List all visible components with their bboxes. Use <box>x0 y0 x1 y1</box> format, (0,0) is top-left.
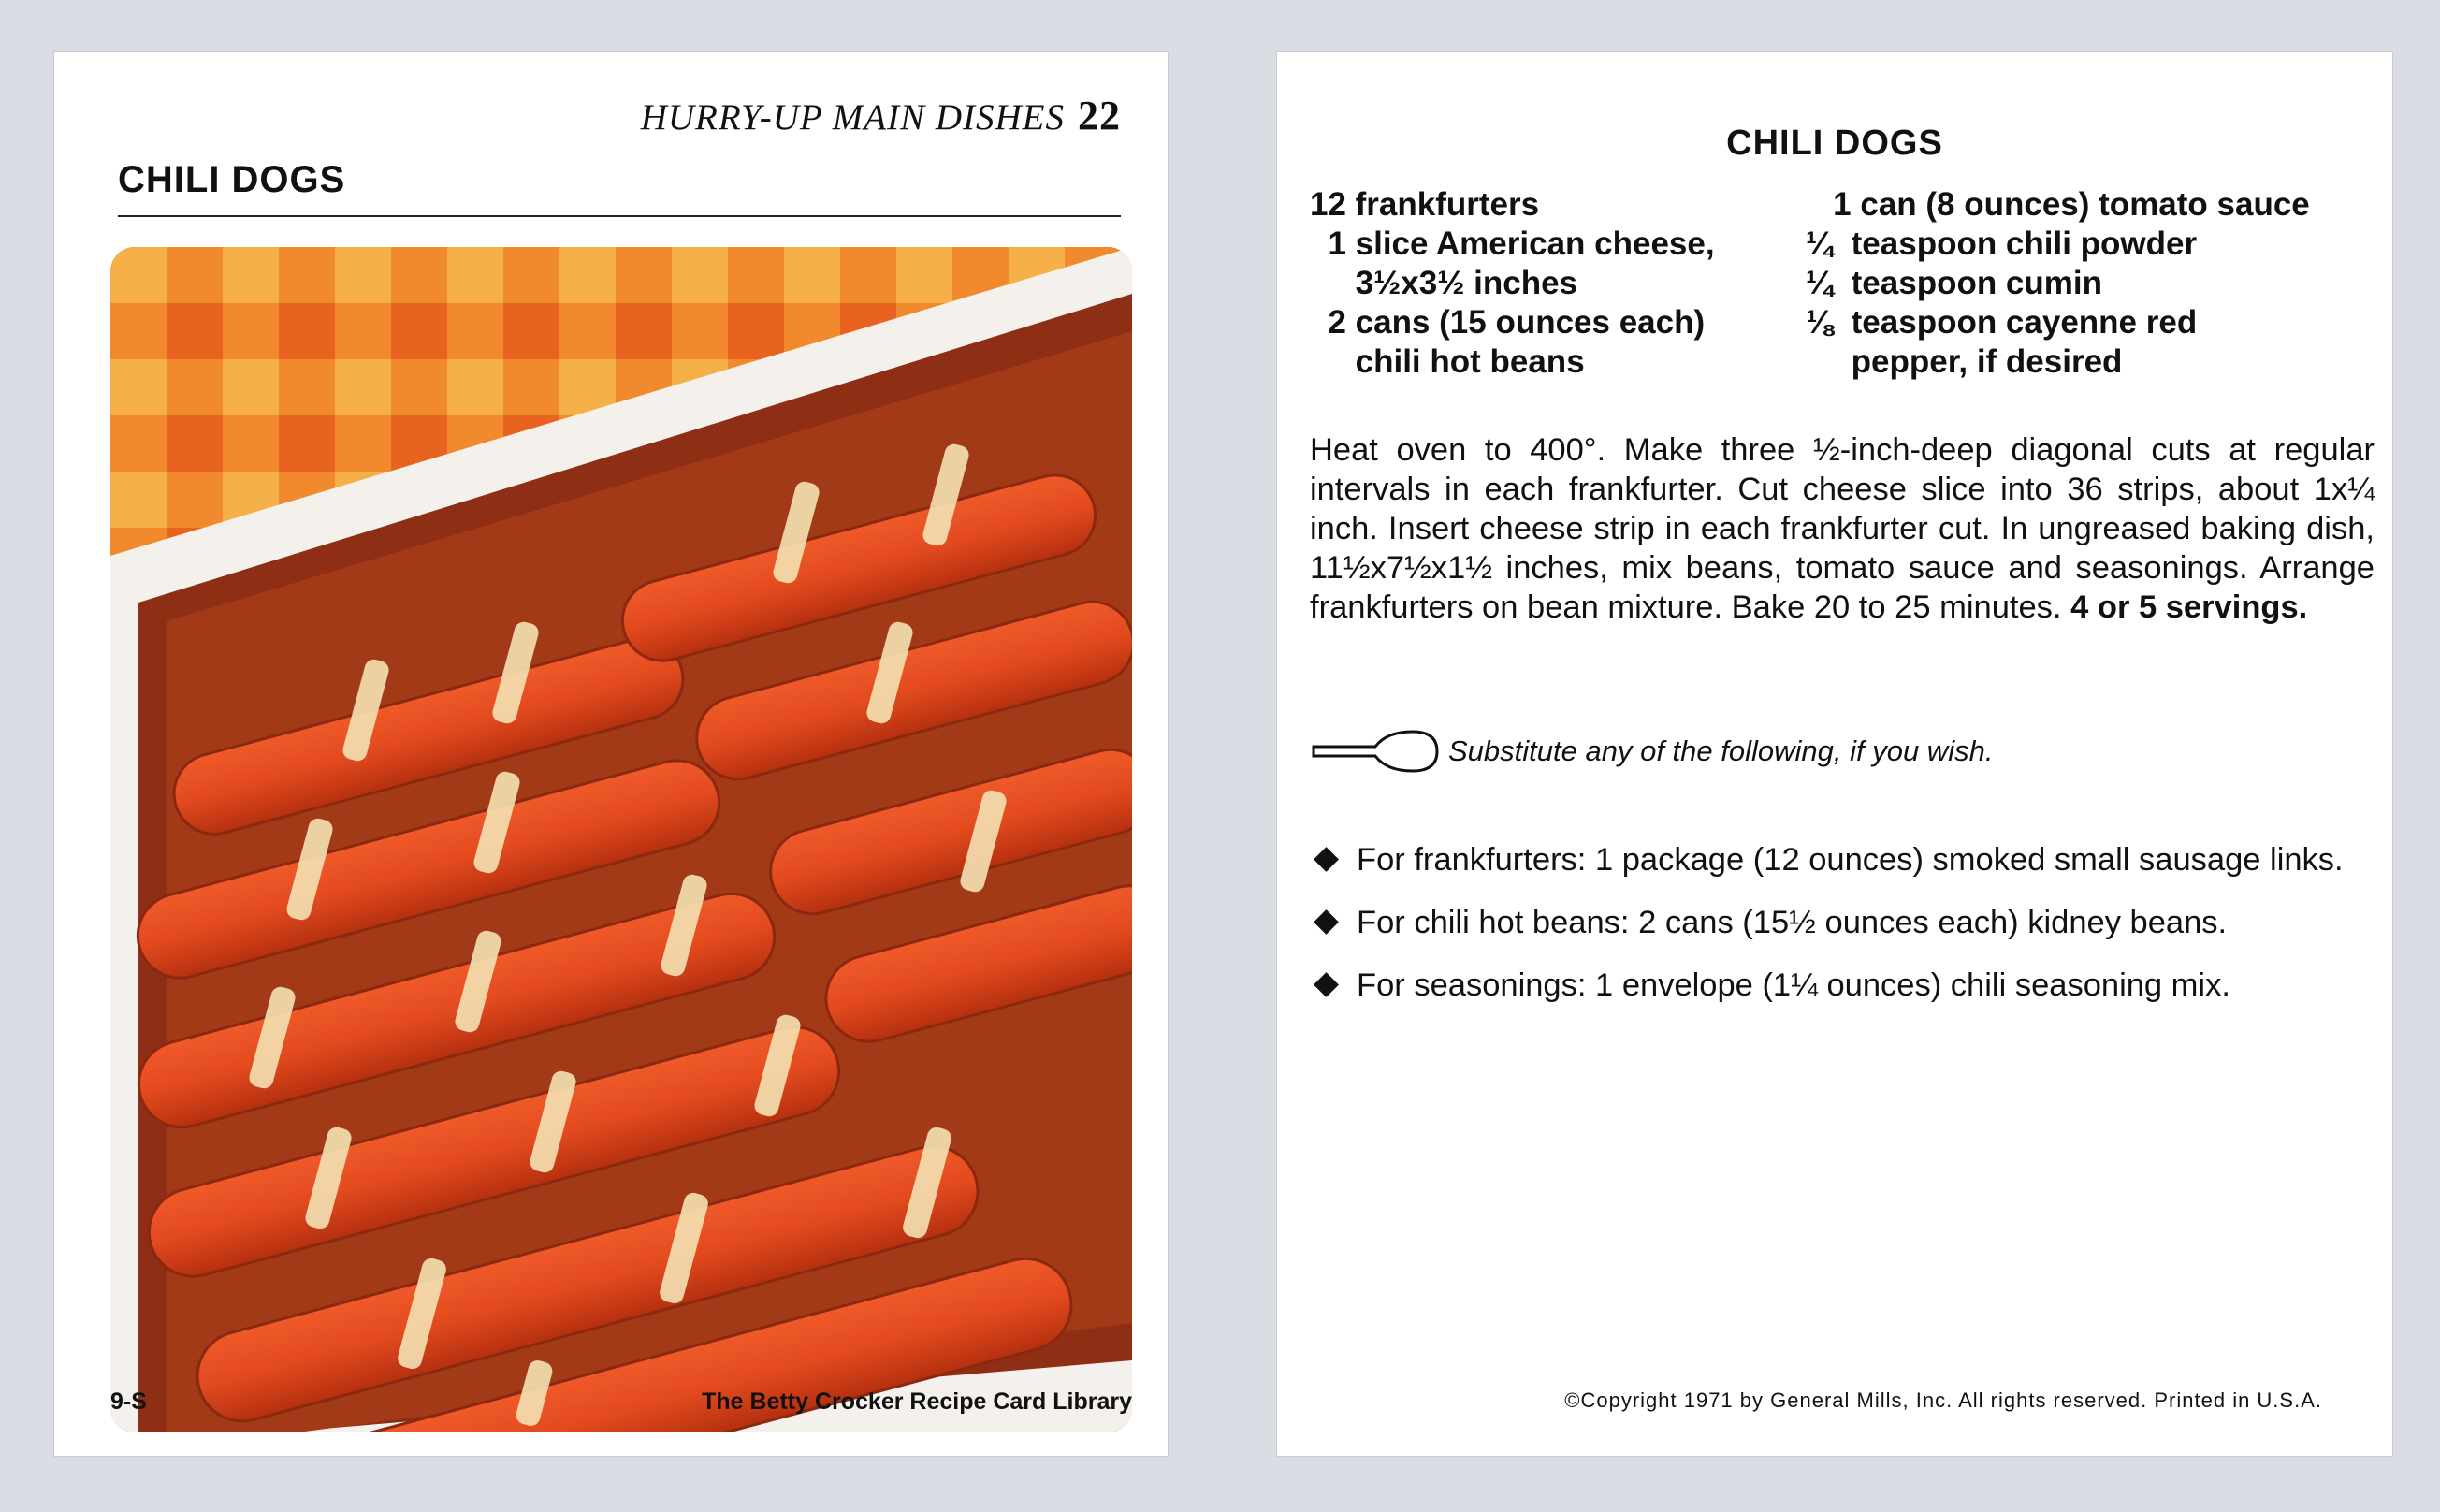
substitution-item <box>1310 966 2375 1005</box>
substitutions-list <box>1310 840 2375 1028</box>
ingredient-item: 12 frankfurters <box>1310 186 1540 223</box>
substitution-text: For seasonings: 1 envelope (1¼ ounces) chili seasoning mix. <box>1357 967 2230 1003</box>
title-divider <box>118 215 1121 217</box>
diamond-bullet-icon <box>1314 972 1339 997</box>
ingredient-item: 3½x3½ inches <box>1310 265 1577 301</box>
ingredient-item: 1 slice American cheese, <box>1310 225 1715 262</box>
ingredient-item: 2 cans (15 ounces each) <box>1310 304 1706 341</box>
substitution-text: For chili hot beans: 2 cans (15½ ounces each) kidney beans. <box>1357 905 2228 940</box>
substitution-text: For frankfurters: 1 package (12 ounces) smoked small sausage links. <box>1357 842 2344 878</box>
ingredients-list <box>1310 185 2358 382</box>
card-code: 9-S <box>110 1388 147 1415</box>
series-heading <box>641 92 1121 139</box>
ingredient-item: ⅛ teaspoon cayenne red <box>1806 304 2198 341</box>
diamond-bullet-icon <box>1314 909 1339 935</box>
recipe-title: CHILI DOGS <box>118 159 346 200</box>
servings-text: 4 or 5 servings. <box>2070 589 2308 625</box>
recipe-card-back <box>1277 52 2392 1456</box>
recipe-title-back: CHILI DOGS <box>1726 124 1943 163</box>
ingredient-item: chili hot beans <box>1310 343 1585 380</box>
recipe-photo <box>110 247 1132 1432</box>
ingredient-item: ¼ teaspoon chili powder <box>1806 225 2198 262</box>
ingredient-item: ¼ teaspoon cumin <box>1806 265 2102 301</box>
library-name: The Betty Crocker Recipe Card Library <box>702 1388 1132 1415</box>
diamond-bullet-icon <box>1314 847 1339 872</box>
substitution-item <box>1310 840 2375 880</box>
front-footer <box>110 1388 1132 1416</box>
ingredients-right-column <box>1806 185 2358 382</box>
substitute-heading <box>1310 726 1993 777</box>
substitute-label: Substitute any of the following, if you wish. <box>1448 734 1994 767</box>
copyright-notice: ©Copyright 1971 by General Mills, Inc. All rights reserved. Printed in U.S.A. <box>1564 1388 2322 1412</box>
series-title: HURRY-UP MAIN DISHES <box>640 97 1065 138</box>
ingredients-left-column <box>1310 185 1806 382</box>
ingredient-item: pepper, if desired <box>1806 343 2123 380</box>
card-number: 22 <box>1078 93 1121 138</box>
ingredient-item: 1 can (8 ounces) tomato sauce <box>1806 186 2310 223</box>
instructions-text: Heat oven to 400°. Make three ½-inch-deep diagonal cuts at regular intervals in each frankfurter. Cut cheese slice into 36 strips, about 1x¼ inch. Insert cheese strip in each frankfurter cut. In ungreased baking dish, 11½x7½x1½ inches, mix beans, tomato sauce and seasonings. Arrange frankfurters on bean mixture. Bake 20 to 25 minutes. <box>1310 432 2375 625</box>
recipe-instructions <box>1310 430 2375 627</box>
substitution-item <box>1310 903 2375 942</box>
chili-dogs-photo-illustration <box>110 247 1132 1432</box>
recipe-card-front <box>54 52 1168 1456</box>
spoon-icon <box>1310 726 1441 777</box>
